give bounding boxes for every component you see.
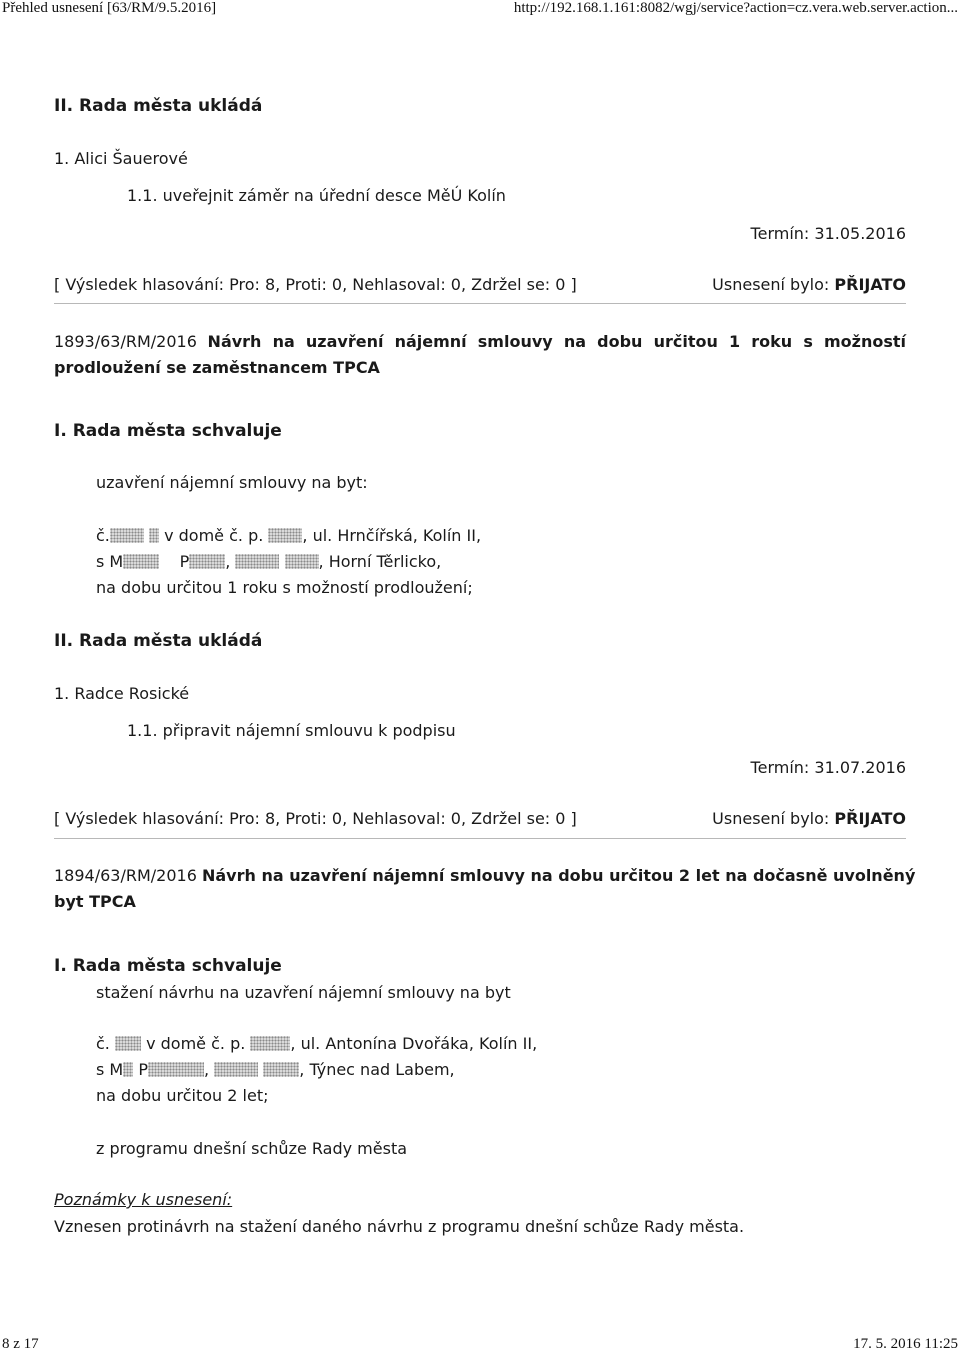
print-header-title: Přehled usnesení [63/RM/9.5.2016] [2, 0, 217, 16]
redaction [285, 554, 319, 569]
print-footer [0, 1336, 960, 1354]
redaction [149, 528, 159, 543]
notes-text: Vznesen protinávrh na stažení daného návrhu z programu dnešní schůze Rady města. [54, 1217, 745, 1236]
redaction [148, 1062, 204, 1077]
resolution-number: 1894/63/RM/2016 [54, 866, 197, 885]
resolution-text: z programu dnešní schůze Rady města [96, 1139, 408, 1158]
vote-result: [ Výsledek hlasování: Pro: 8, Proti: 0, Nehlasoval: 0, Zdržel se: 0 ] [54, 275, 577, 294]
status-value: PŘIJATO [834, 809, 906, 828]
resolution-text: na dobu určitou 1 roku s možností prodloužení; [96, 578, 473, 597]
text-fragment: , ul. Antonína Dvořáka, Kolín II, [290, 1034, 538, 1053]
status-label: Usnesení bylo: [712, 809, 830, 828]
address-line [96, 552, 441, 571]
vote-result: [ Výsledek hlasování: Pro: 8, Proti: 0, Nehlasoval: 0, Zdržel se: 0 ] [54, 809, 577, 828]
resolution-number: 1893/63/RM/2016 [54, 332, 197, 351]
redaction [214, 1062, 258, 1077]
text-fragment: v domě č. p. [164, 526, 264, 545]
text-fragment: , [203, 1060, 210, 1079]
text-fragment: v domě č. p. [146, 1034, 246, 1053]
address-line [96, 1034, 537, 1053]
text-fragment: , Horní Těrlicko, [318, 552, 442, 571]
redaction [250, 1036, 290, 1051]
text-fragment: č. [96, 1034, 110, 1053]
resolution-title [54, 329, 906, 381]
text-fragment: č. [96, 526, 110, 545]
redaction [123, 1062, 133, 1077]
text-fragment: , ul. Hrnčířská, Kolín II, [302, 526, 482, 545]
deadline: Termín: 31.07.2016 [750, 758, 906, 777]
print-header-url: http://192.168.1.161:8082/wgj/service?action=cz.vera.web.server.action... [513, 0, 958, 16]
resolution-status [712, 809, 906, 828]
redaction [110, 528, 144, 543]
task: 1.1. uveřejnit záměr na úřední desce MěÚ Kolín [127, 186, 506, 205]
section-heading: I. Rada města schvaluje [54, 956, 282, 976]
text-fragment: , Týnec nad Labem, [299, 1060, 455, 1079]
text-fragment: s M [96, 1060, 124, 1079]
status-value: PŘIJATO [834, 275, 906, 294]
assignee: 1. Alici Šauerové [54, 149, 188, 168]
redaction [123, 554, 159, 569]
resolution-text: stažení návrhu na uzavření nájemní smlouvy na byt [96, 983, 511, 1002]
resolution-title-line: byt TPCA [54, 892, 136, 911]
section-heading: I. Rada města schvaluje [54, 421, 282, 441]
assignee: 1. Radce Rosické [54, 684, 190, 703]
task: 1.1. připravit nájemní smlouvu k podpisu [127, 721, 456, 740]
resolution-text: na dobu určitou 2 let; [96, 1086, 269, 1105]
address-line [96, 1060, 455, 1079]
text-fragment: , [225, 552, 231, 571]
redaction [263, 1062, 299, 1077]
resolution-title-line: Návrh na uzavření nájemní smlouvy na dobu určitou 1 roku s možností [207, 332, 906, 351]
resolution-text: uzavření nájemní smlouvy na byt: [96, 473, 368, 492]
divider [54, 303, 906, 304]
resolution-title-line: Návrh na uzavření nájemní smlouvy na dobu určitou 2 let na dočasně uvolněný [201, 866, 916, 885]
redaction [235, 554, 279, 569]
page-number: 8 z 17 [2, 1336, 39, 1352]
resolution-status [712, 275, 906, 294]
notes-label: Poznámky k usnesení: [54, 1190, 233, 1209]
redaction [115, 1036, 141, 1051]
text-fragment: s M [96, 552, 124, 571]
print-header [0, 0, 960, 20]
resolution-title-line: prodloužení se zaměstnancem TPCA [54, 358, 380, 377]
section-heading: II. Rada města ukládá [54, 631, 263, 651]
redaction [268, 528, 302, 543]
resolution-title [54, 863, 916, 915]
section-heading: II. Rada města ukládá [54, 96, 263, 116]
text-fragment: P [179, 552, 190, 571]
redaction [189, 554, 225, 569]
divider [54, 838, 906, 839]
print-datetime: 17. 5. 2016 11:25 [853, 1336, 958, 1352]
address-line [96, 526, 481, 545]
status-label: Usnesení bylo: [712, 275, 830, 294]
deadline: Termín: 31.05.2016 [750, 224, 906, 243]
text-fragment: P [138, 1060, 148, 1079]
